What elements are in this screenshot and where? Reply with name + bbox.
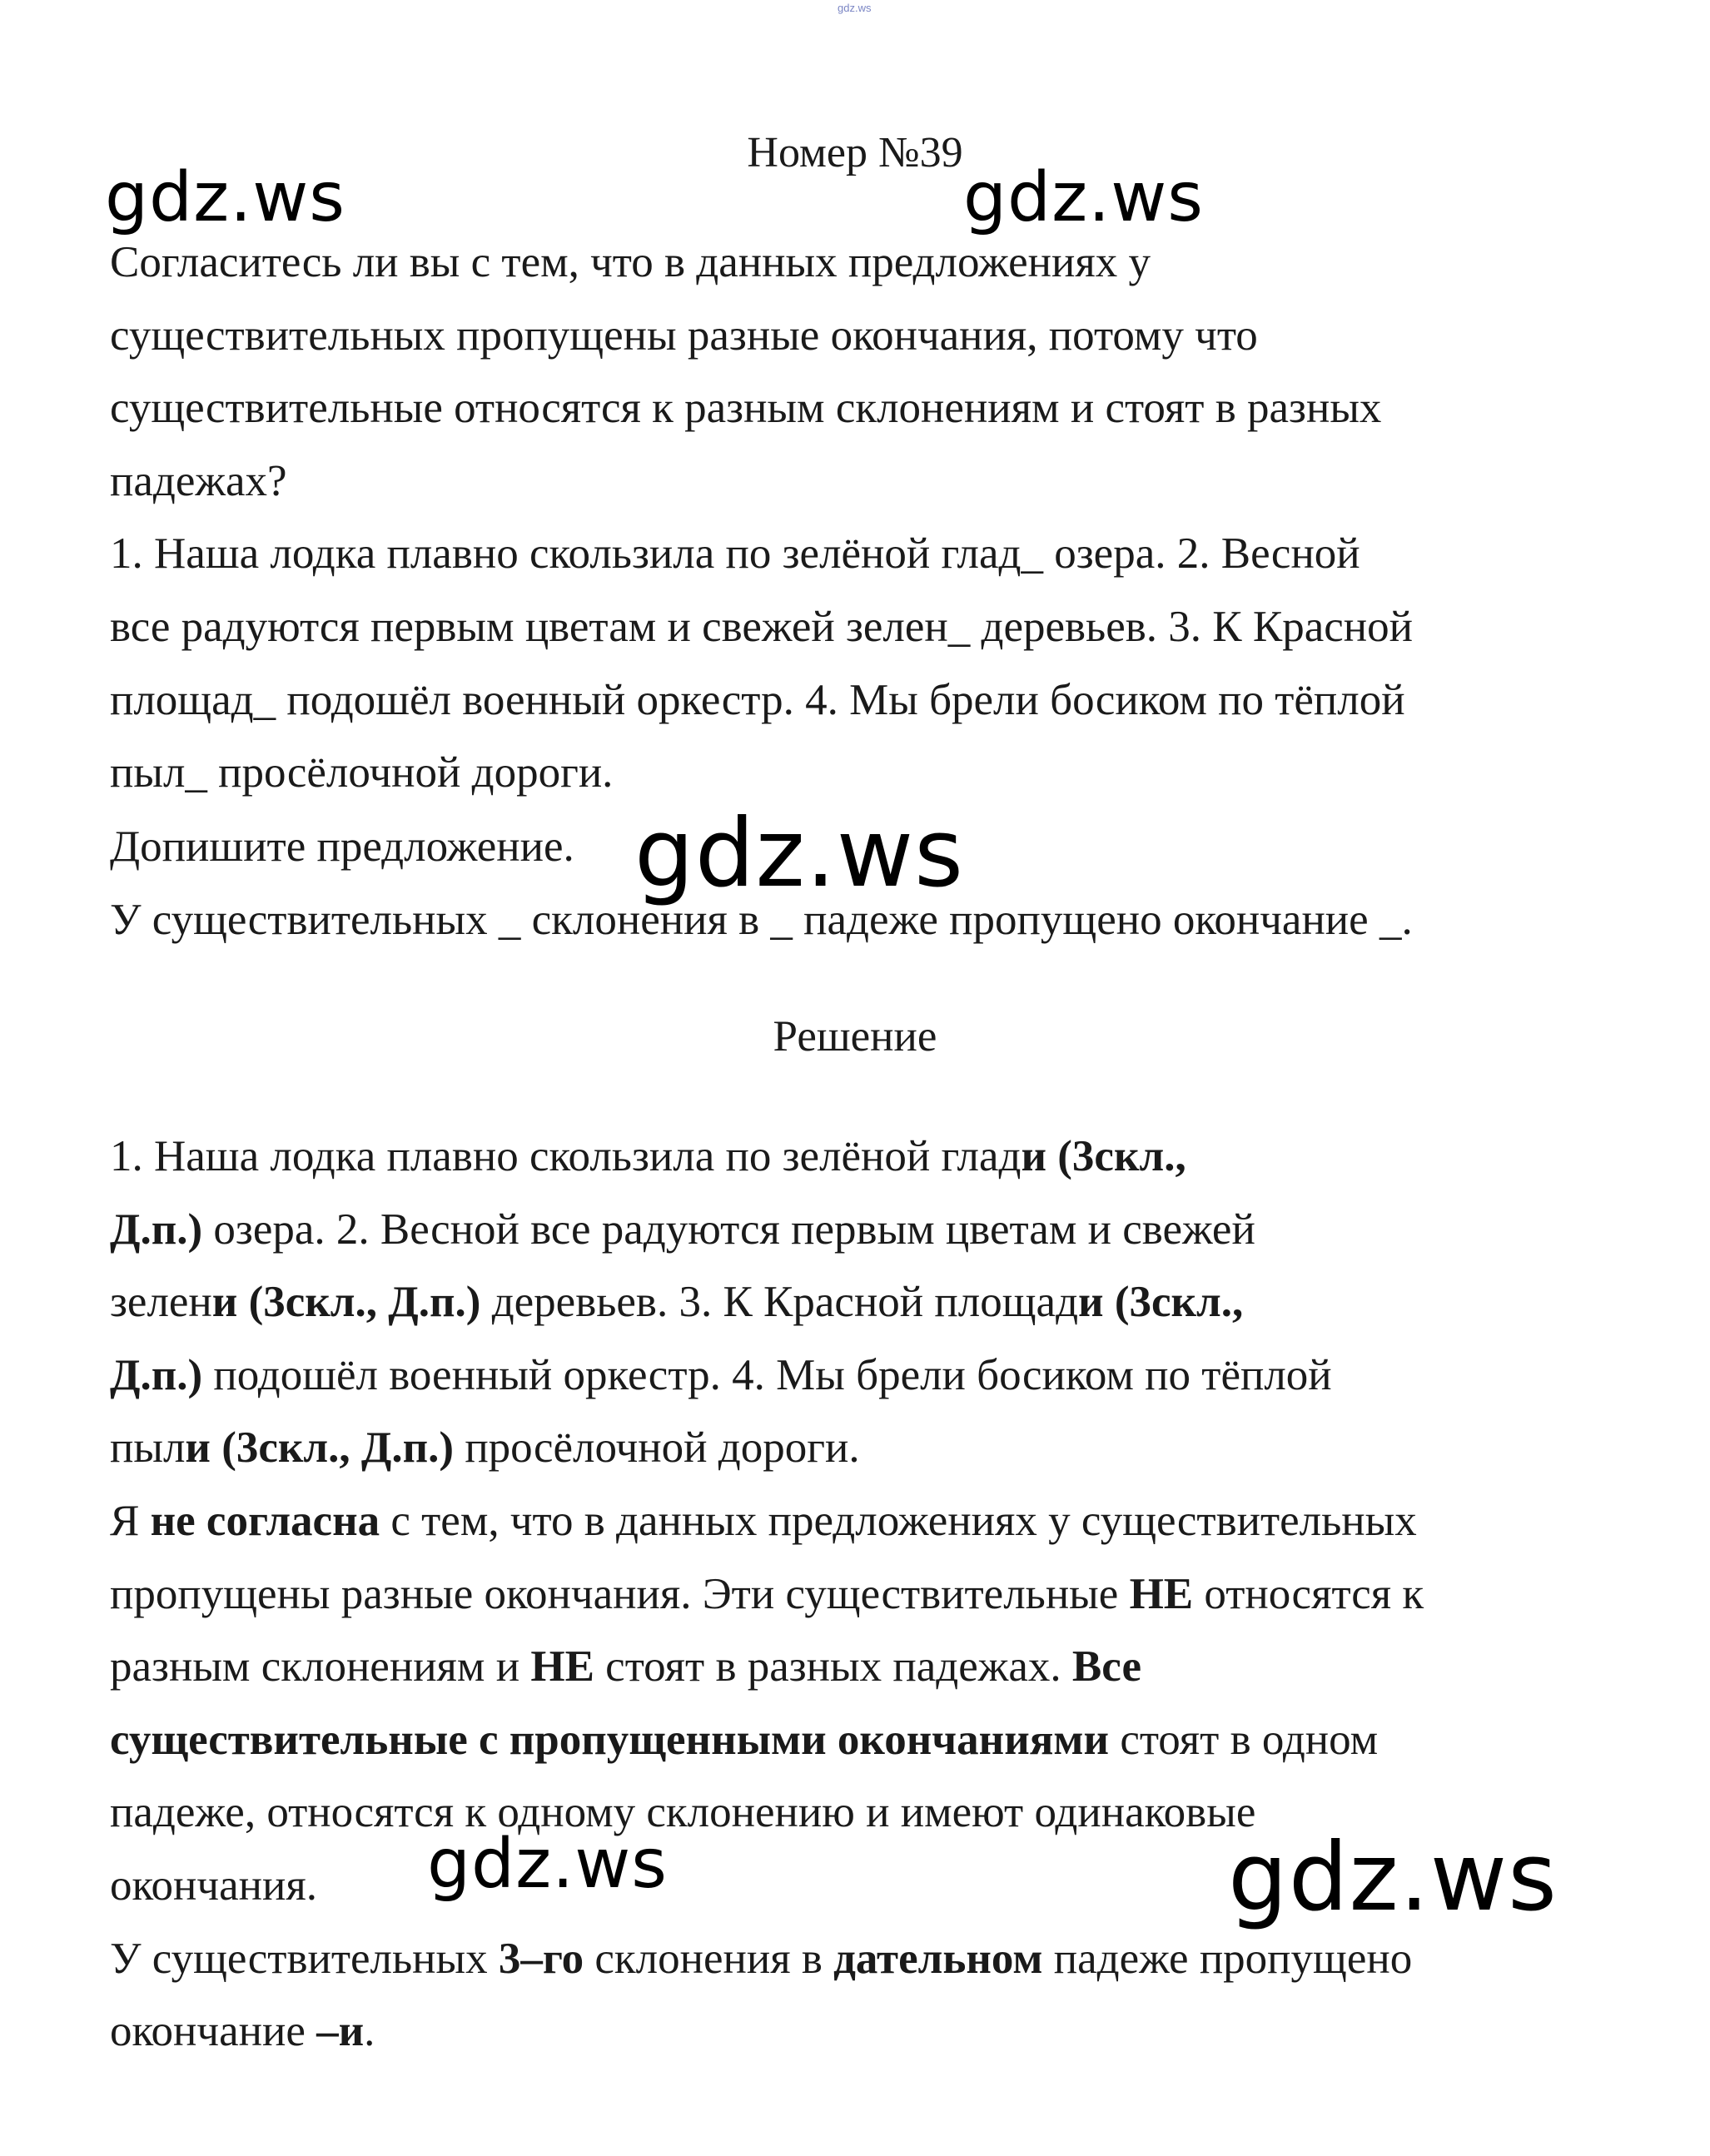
answer-text-run: Я (110, 1496, 151, 1545)
answer-text-run: стоят в разных падежах. (594, 1642, 1072, 1692)
task-line: все радуются первым цветам и свежей зелен_ деревьев. 3. К Красной (110, 602, 1414, 651)
site-mark: gdz.ws (838, 2, 872, 14)
answer-text-run: подошёл военный оркестр. 4. Мы брели босиком по тёплой (202, 1350, 1332, 1399)
answer-bold-run: Д.п.) (110, 1205, 203, 1254)
answer-text-run: падеже пропущено (1042, 1934, 1413, 1983)
answer-line-3 (110, 1266, 1608, 1339)
answer-text-run: зелен (110, 1278, 212, 1327)
task-template: У существительных _ склонения в _ падеже пропущено окончание _. (110, 895, 1413, 944)
answer-line-11: окончания. (110, 1860, 317, 1910)
answer-text-run: . (364, 2007, 375, 2056)
answer-text-run: пыл (110, 1423, 186, 1473)
answer-bold-run: и (3скл., (1021, 1132, 1186, 1180)
answer-bold-run: и (3скл., (1078, 1278, 1244, 1327)
answer-bold-run: не согласна (150, 1496, 380, 1545)
watermark: gdz.ws (427, 1825, 668, 1904)
task-instruction: Допишите предложение. (110, 822, 574, 871)
task-line: падежах? (110, 456, 287, 505)
watermark: gdz.ws (963, 158, 1204, 237)
answer-text-run: разным склонениям и (110, 1642, 531, 1692)
answer-bold-run: дательном (833, 1934, 1043, 1983)
task-line: существительных пропущены разные окончания, потому что (110, 310, 1258, 360)
answer-bold-run: –и (316, 2007, 365, 2056)
answer-line-13 (110, 1995, 1608, 2069)
answer-line-2 (110, 1194, 1608, 1267)
task-line: пыл_ просёлочной дороги. (110, 748, 614, 797)
answer-text-run: с тем, что в данных предложениях у существительных (380, 1496, 1417, 1545)
answer-text-run: стоят в одном (1109, 1715, 1379, 1764)
answer-bold-run: НЕ (1129, 1569, 1194, 1618)
answer-text-run: окончание (110, 2007, 317, 2056)
watermark: gdz.ws (105, 158, 345, 237)
answer-line-4 (110, 1339, 1608, 1413)
answer-bold-run: Все (1071, 1642, 1141, 1692)
answer-text-run: озера. 2. Весной все радуются первым цветам и свежей (202, 1205, 1255, 1254)
watermark: gdz.ws (1228, 1822, 1558, 1932)
answer-line-10: падеже, относятся к одному склонению и имеют одинаковые (110, 1788, 1256, 1837)
answer-text-run: деревьев. 3. К Красной площад (480, 1278, 1079, 1327)
task-line: площад_ подошёл военный оркестр. 4. Мы брели босиком по тёплой (110, 675, 1405, 724)
answer-text-run: просёлочной дороги. (454, 1423, 860, 1473)
answer-bold-run: НЕ (530, 1642, 594, 1692)
answer-text-run: У существительных (110, 1934, 499, 1983)
answer-text-run: пропущены разные окончания. Эти существительные (110, 1569, 1130, 1618)
solution-heading: Решение (773, 1012, 937, 1061)
answer-line-9 (110, 1704, 1608, 1777)
answer-bold-run: существительные с пропущенными окончаниями (110, 1715, 1110, 1764)
task-text (110, 226, 1608, 810)
answer-bold-run: 3–го (498, 1934, 584, 1983)
answer-line-6 (110, 1485, 1608, 1558)
answer-line-12 (110, 1923, 1608, 1996)
task-line: Согласитесь ли вы с тем, что в данных предложениях у (110, 238, 1151, 286)
answer-text-run: 1. Наша лодка плавно скользила по зелёной глад (110, 1132, 1022, 1180)
answer-bold-run: и (3скл., Д.п.) (185, 1423, 455, 1473)
answer-text-run: склонения в (584, 1934, 834, 1983)
answer-line-7 (110, 1558, 1608, 1632)
answer-line-5 (110, 1412, 1608, 1485)
answer-bold-run: Д.п.) (110, 1350, 203, 1399)
answer-line-8 (110, 1631, 1608, 1704)
task-line: существительные относятся к разным склонениям и стоят в разных (110, 384, 1382, 433)
answer-line-1 (110, 1120, 1608, 1194)
page-title: Номер №39 (747, 129, 963, 176)
watermark: gdz.ws (634, 798, 964, 908)
answer-bold-run: и (3скл., Д.п.) (211, 1278, 481, 1327)
answer-text-run: относятся к (1193, 1569, 1424, 1618)
task-line: 1. Наша лодка плавно скользила по зелёной глад_ озера. 2. Весной (110, 529, 1360, 579)
